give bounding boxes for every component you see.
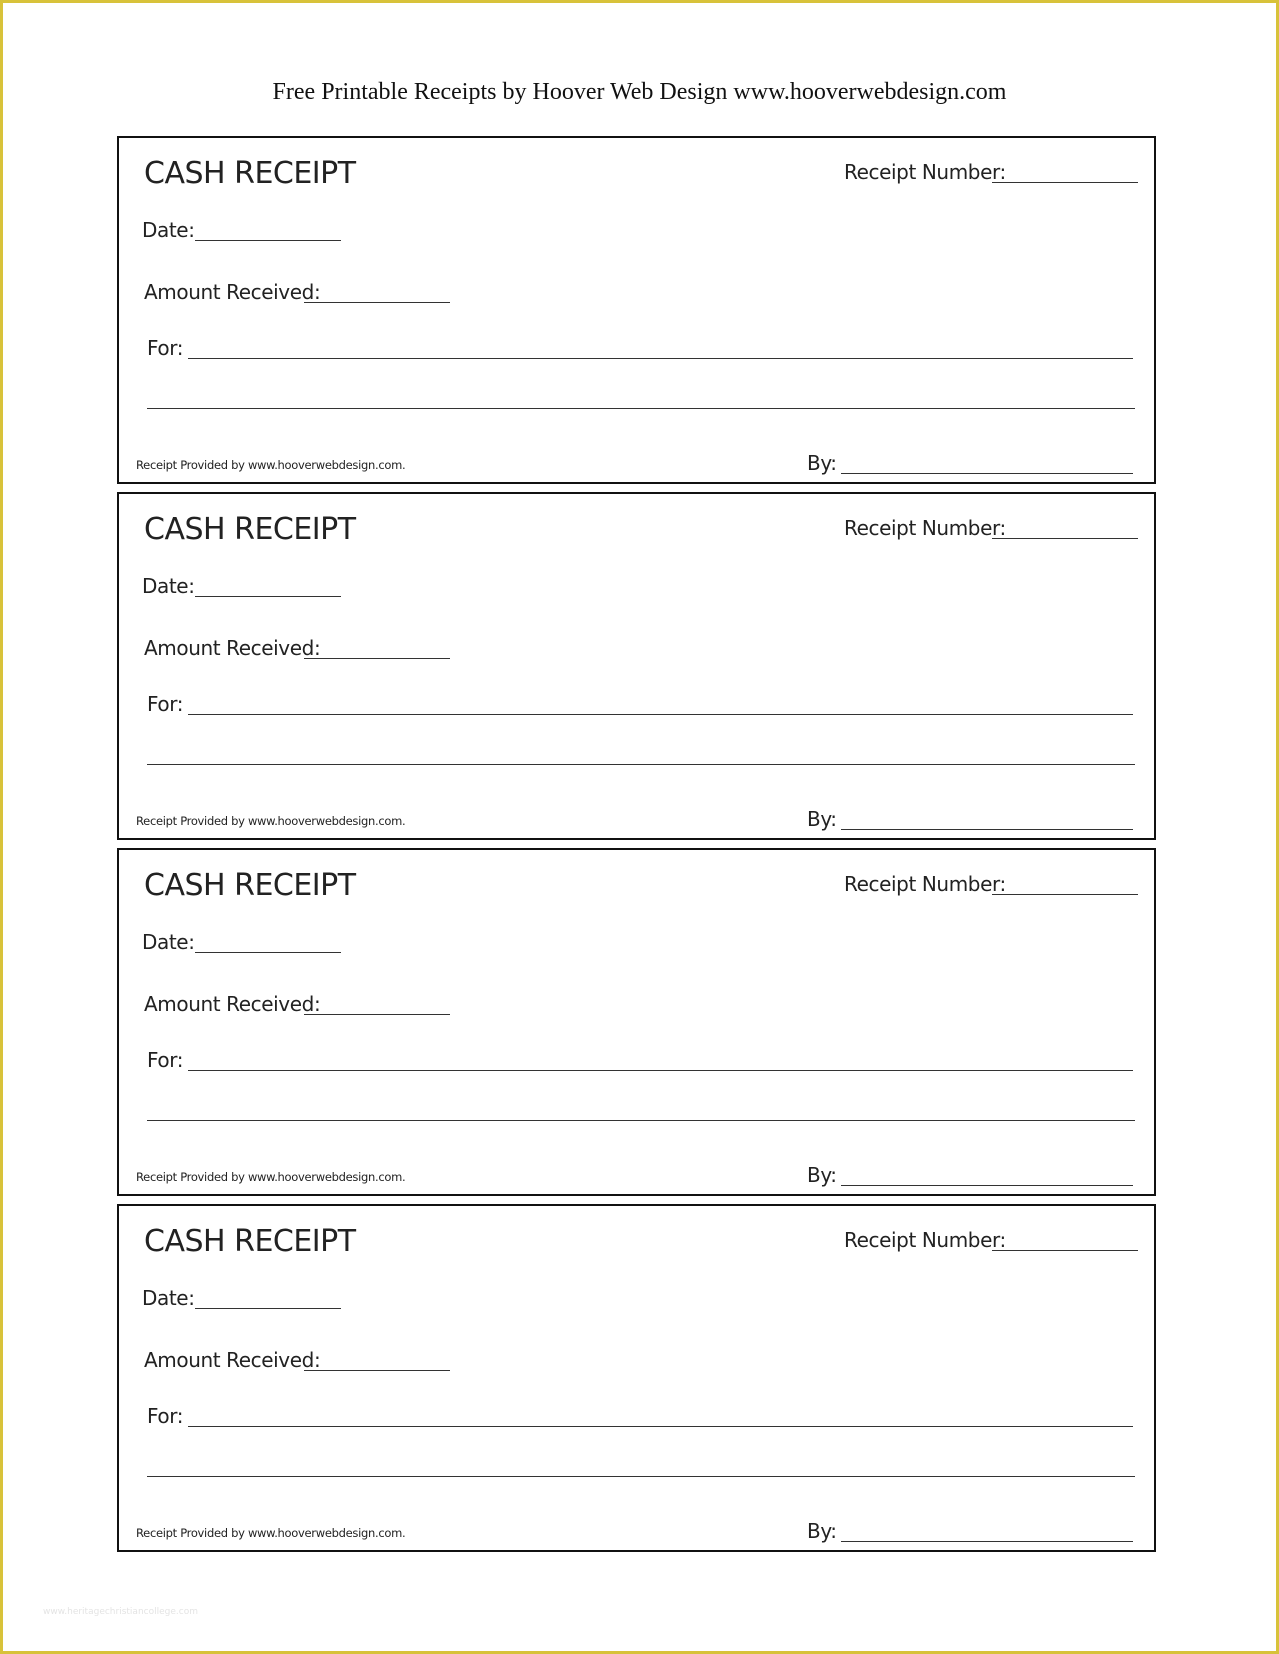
for-line-continued[interactable]: [147, 1476, 1135, 1477]
receipt-number-label: Receipt Number:: [844, 1228, 1006, 1252]
date-line[interactable]: [195, 240, 341, 241]
by-label: By:: [807, 451, 837, 475]
receipt-title: CASH RECEIPT: [144, 156, 356, 191]
cash-receipt: [117, 848, 1156, 1196]
amount-received-line[interactable]: [304, 658, 450, 659]
date-line[interactable]: [195, 952, 341, 953]
by-line[interactable]: [841, 829, 1133, 830]
for-label: For:: [147, 692, 184, 716]
by-label: By:: [807, 1519, 837, 1543]
receipt-title: CASH RECEIPT: [144, 868, 356, 903]
cash-receipt: [117, 492, 1156, 840]
date-label: Date:: [142, 930, 195, 954]
for-line[interactable]: [188, 1426, 1133, 1427]
receipt-number-line[interactable]: [992, 182, 1138, 183]
by-line[interactable]: [841, 473, 1133, 474]
amount-received-label: Amount Received:: [144, 992, 321, 1016]
for-line-continued[interactable]: [147, 764, 1135, 765]
for-label: For:: [147, 1404, 184, 1428]
receipt-footer-note: Receipt Provided by www.hooverwebdesign.com.: [136, 1526, 406, 1540]
cash-receipt: [117, 1204, 1156, 1552]
for-label: For:: [147, 1048, 184, 1072]
date-line[interactable]: [195, 1308, 341, 1309]
date-label: Date:: [142, 574, 195, 598]
receipt-title: CASH RECEIPT: [144, 1224, 356, 1259]
for-line[interactable]: [188, 714, 1133, 715]
receipt-number-label: Receipt Number:: [844, 516, 1006, 540]
receipt-footer-note: Receipt Provided by www.hooverwebdesign.com.: [136, 458, 406, 472]
amount-received-label: Amount Received:: [144, 1348, 321, 1372]
cash-receipt: [117, 136, 1156, 484]
for-line-continued[interactable]: [147, 1120, 1135, 1121]
receipt-number-line[interactable]: [992, 1250, 1138, 1251]
date-label: Date:: [142, 1286, 195, 1310]
receipt-number-line[interactable]: [992, 538, 1138, 539]
receipt-footer-note: Receipt Provided by www.hooverwebdesign.com.: [136, 1170, 406, 1184]
amount-received-line[interactable]: [304, 1014, 450, 1015]
for-line-continued[interactable]: [147, 408, 1135, 409]
receipt-number-line[interactable]: [992, 894, 1138, 895]
receipt-number-label: Receipt Number:: [844, 872, 1006, 896]
amount-received-label: Amount Received:: [144, 280, 321, 304]
amount-received-label: Amount Received:: [144, 636, 321, 660]
for-label: For:: [147, 336, 184, 360]
for-line[interactable]: [188, 1070, 1133, 1071]
for-line[interactable]: [188, 358, 1133, 359]
receipt-footer-note: Receipt Provided by www.hooverwebdesign.com.: [136, 814, 406, 828]
receipt-number-label: Receipt Number:: [844, 160, 1006, 184]
by-line[interactable]: [841, 1541, 1133, 1542]
amount-received-line[interactable]: [304, 1370, 450, 1371]
receipt-title: CASH RECEIPT: [144, 512, 356, 547]
date-line[interactable]: [195, 596, 341, 597]
by-line[interactable]: [841, 1185, 1133, 1186]
by-label: By:: [807, 807, 837, 831]
by-label: By:: [807, 1163, 837, 1187]
amount-received-line[interactable]: [304, 302, 450, 303]
page-header: Free Printable Receipts by Hoover Web Design www.hooverwebdesign.com: [272, 79, 1007, 105]
watermark-text: www.heritagechristiancollege.com: [43, 1607, 198, 1617]
date-label: Date:: [142, 218, 195, 242]
